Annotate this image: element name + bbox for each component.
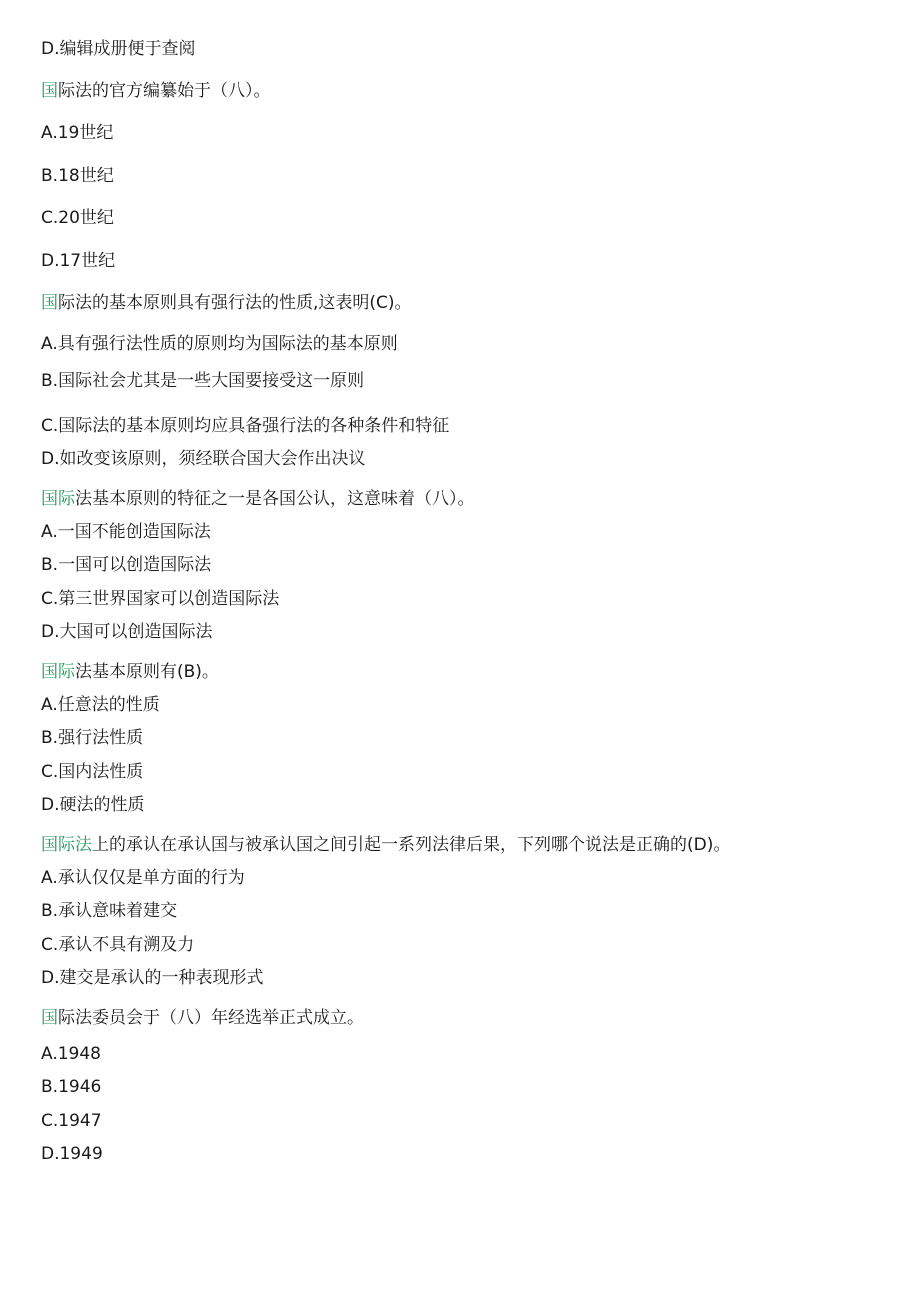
answer-option: C.第三世界国家可以创造国际法 [41, 589, 280, 609]
answer-option: C.国内法性质 [41, 762, 144, 782]
question-body: 际法委员会于（八）年经选举正式成立。 [58, 1008, 364, 1028]
answer-option: A.19世纪 [41, 123, 114, 143]
answer-option: B.1946 [41, 1077, 102, 1097]
answer-option: A.具有强行法性质的原则均为国际法的基本原则 [41, 334, 398, 354]
highlighted-term: 国际 [41, 662, 75, 682]
answer-option: B.一国可以创造国际法 [41, 555, 212, 575]
question-body: 法基本原则有(B)。 [75, 662, 219, 682]
question-body: 法基本原则的特征之一是各国公认，这意味着（八）。 [75, 489, 475, 509]
answer-option: A.承认仅仅是单方面的行为 [41, 868, 245, 888]
answer-option: C.1947 [41, 1111, 102, 1131]
answer-option: C.承认不具有溯及力 [41, 935, 195, 955]
question-text [41, 1007, 364, 1029]
question-text [41, 80, 271, 102]
answer-option: D.17世纪 [41, 251, 116, 271]
answer-option: A.一国不能创造国际法 [41, 522, 211, 542]
answer-option: B.承认意味着建交 [41, 901, 178, 921]
answer-option: D.如改变该原则，须经联合国大会作出决议 [41, 449, 366, 469]
answer-option: C.国际法的基本原则均应具备强行法的各种条件和特征 [41, 416, 450, 436]
highlighted-term: 国 [41, 81, 58, 101]
question-body: 际法的官方编纂始于（八）。 [58, 81, 271, 101]
highlighted-term: 国 [41, 1008, 58, 1028]
question-text [41, 661, 219, 683]
question-text [41, 488, 475, 510]
highlighted-term: 国际 [41, 489, 75, 509]
answer-option: D.硬法的性质 [41, 795, 145, 815]
answer-option: C.20世纪 [41, 208, 114, 228]
question-text [41, 834, 730, 856]
answer-option: B.国际社会尤其是一些大国要接受这一原则 [41, 371, 365, 391]
answer-option: D.1949 [41, 1144, 103, 1164]
highlighted-term: 国际法 [41, 835, 92, 855]
question-body: 际法的基本原则具有强行法的性质,这表明(C)。 [58, 293, 412, 313]
question-text [41, 292, 412, 314]
answer-option: A.1948 [41, 1044, 101, 1064]
answer-option: D.编辑成册便于查阅 [41, 39, 196, 59]
answer-option: D.建交是承认的一种表现形式 [41, 968, 264, 988]
answer-option: A.任意法的性质 [41, 695, 160, 715]
question-body: 上的承认在承认国与被承认国之间引起一系列法律后果，下列哪个说法是正确的(D)。 [92, 835, 731, 855]
highlighted-term: 国 [41, 293, 58, 313]
answer-option: D.大国可以创造国际法 [41, 622, 213, 642]
answer-option: B.强行法性质 [41, 728, 144, 748]
answer-option: B.18世纪 [41, 166, 114, 186]
